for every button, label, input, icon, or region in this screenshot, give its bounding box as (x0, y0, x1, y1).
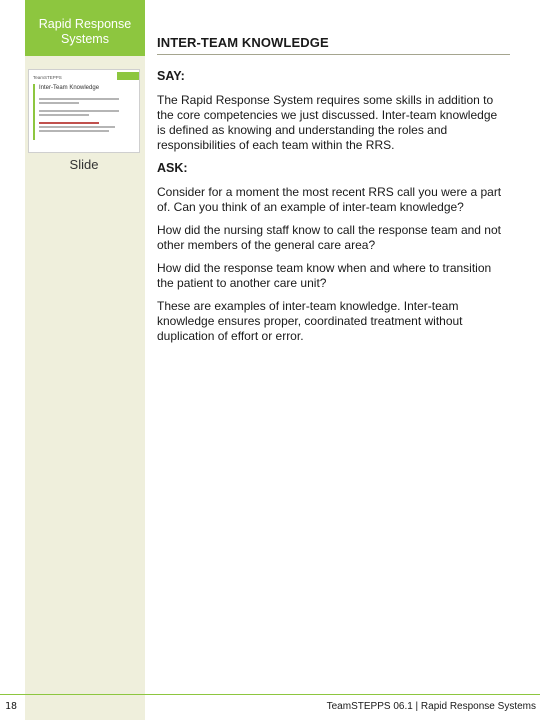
thumbnail-tag (117, 72, 139, 80)
thumbnail-line (39, 98, 119, 100)
footer-text: TeamSTEPPS 06.1 | Rapid Response Systems (326, 701, 536, 712)
ask-label: ASK: (157, 161, 188, 175)
notes-content (157, 69, 507, 352)
thumbnail-line (39, 114, 89, 116)
page-title: INTER-TEAM KNOWLEDGE (157, 35, 329, 50)
ask-question: Consider for a moment the most recent RRS call you were a part of. Can you think of an example of inter-team knowledge? (157, 185, 502, 214)
ask-question: How did the response team know when and where to transition the patient to another care unit? (157, 261, 492, 290)
thumbnail-title: Inter-Team Knowledge (39, 85, 100, 91)
ask-question: These are examples of inter-team knowledge. Inter-team knowledge ensures proper, coordinated treatment without duplication of effort or error. (157, 299, 463, 343)
header-divider (157, 54, 510, 55)
section-tab (25, 0, 145, 56)
thumbnail-line (39, 130, 109, 132)
say-label: SAY: (157, 69, 185, 83)
thumbnail-logo: TeamSTEPPS (33, 75, 62, 80)
ask-question: How did the nursing staff know to call the response team and not other members of the general care area? (157, 223, 501, 252)
section-tab-line1: Rapid Response (38, 17, 132, 31)
say-text: The Rapid Response System requires some skills in addition to the core competencies we just discussed. Inter-team knowledge is defined as knowing and understanding the roles and responsibilities of each team within the RRS. (157, 93, 498, 152)
page-number: 18 (5, 701, 18, 712)
thumbnail-accent-bar (33, 84, 35, 140)
thumbnail-line (39, 102, 79, 104)
thumbnail-line (39, 126, 115, 128)
section-tab-line2: Systems (61, 32, 109, 46)
thumbnail-line (39, 110, 119, 112)
slide-thumbnail (28, 69, 140, 153)
thumbnail-line (39, 122, 99, 124)
slide-caption: Slide (69, 157, 99, 172)
footer-divider (0, 694, 540, 695)
